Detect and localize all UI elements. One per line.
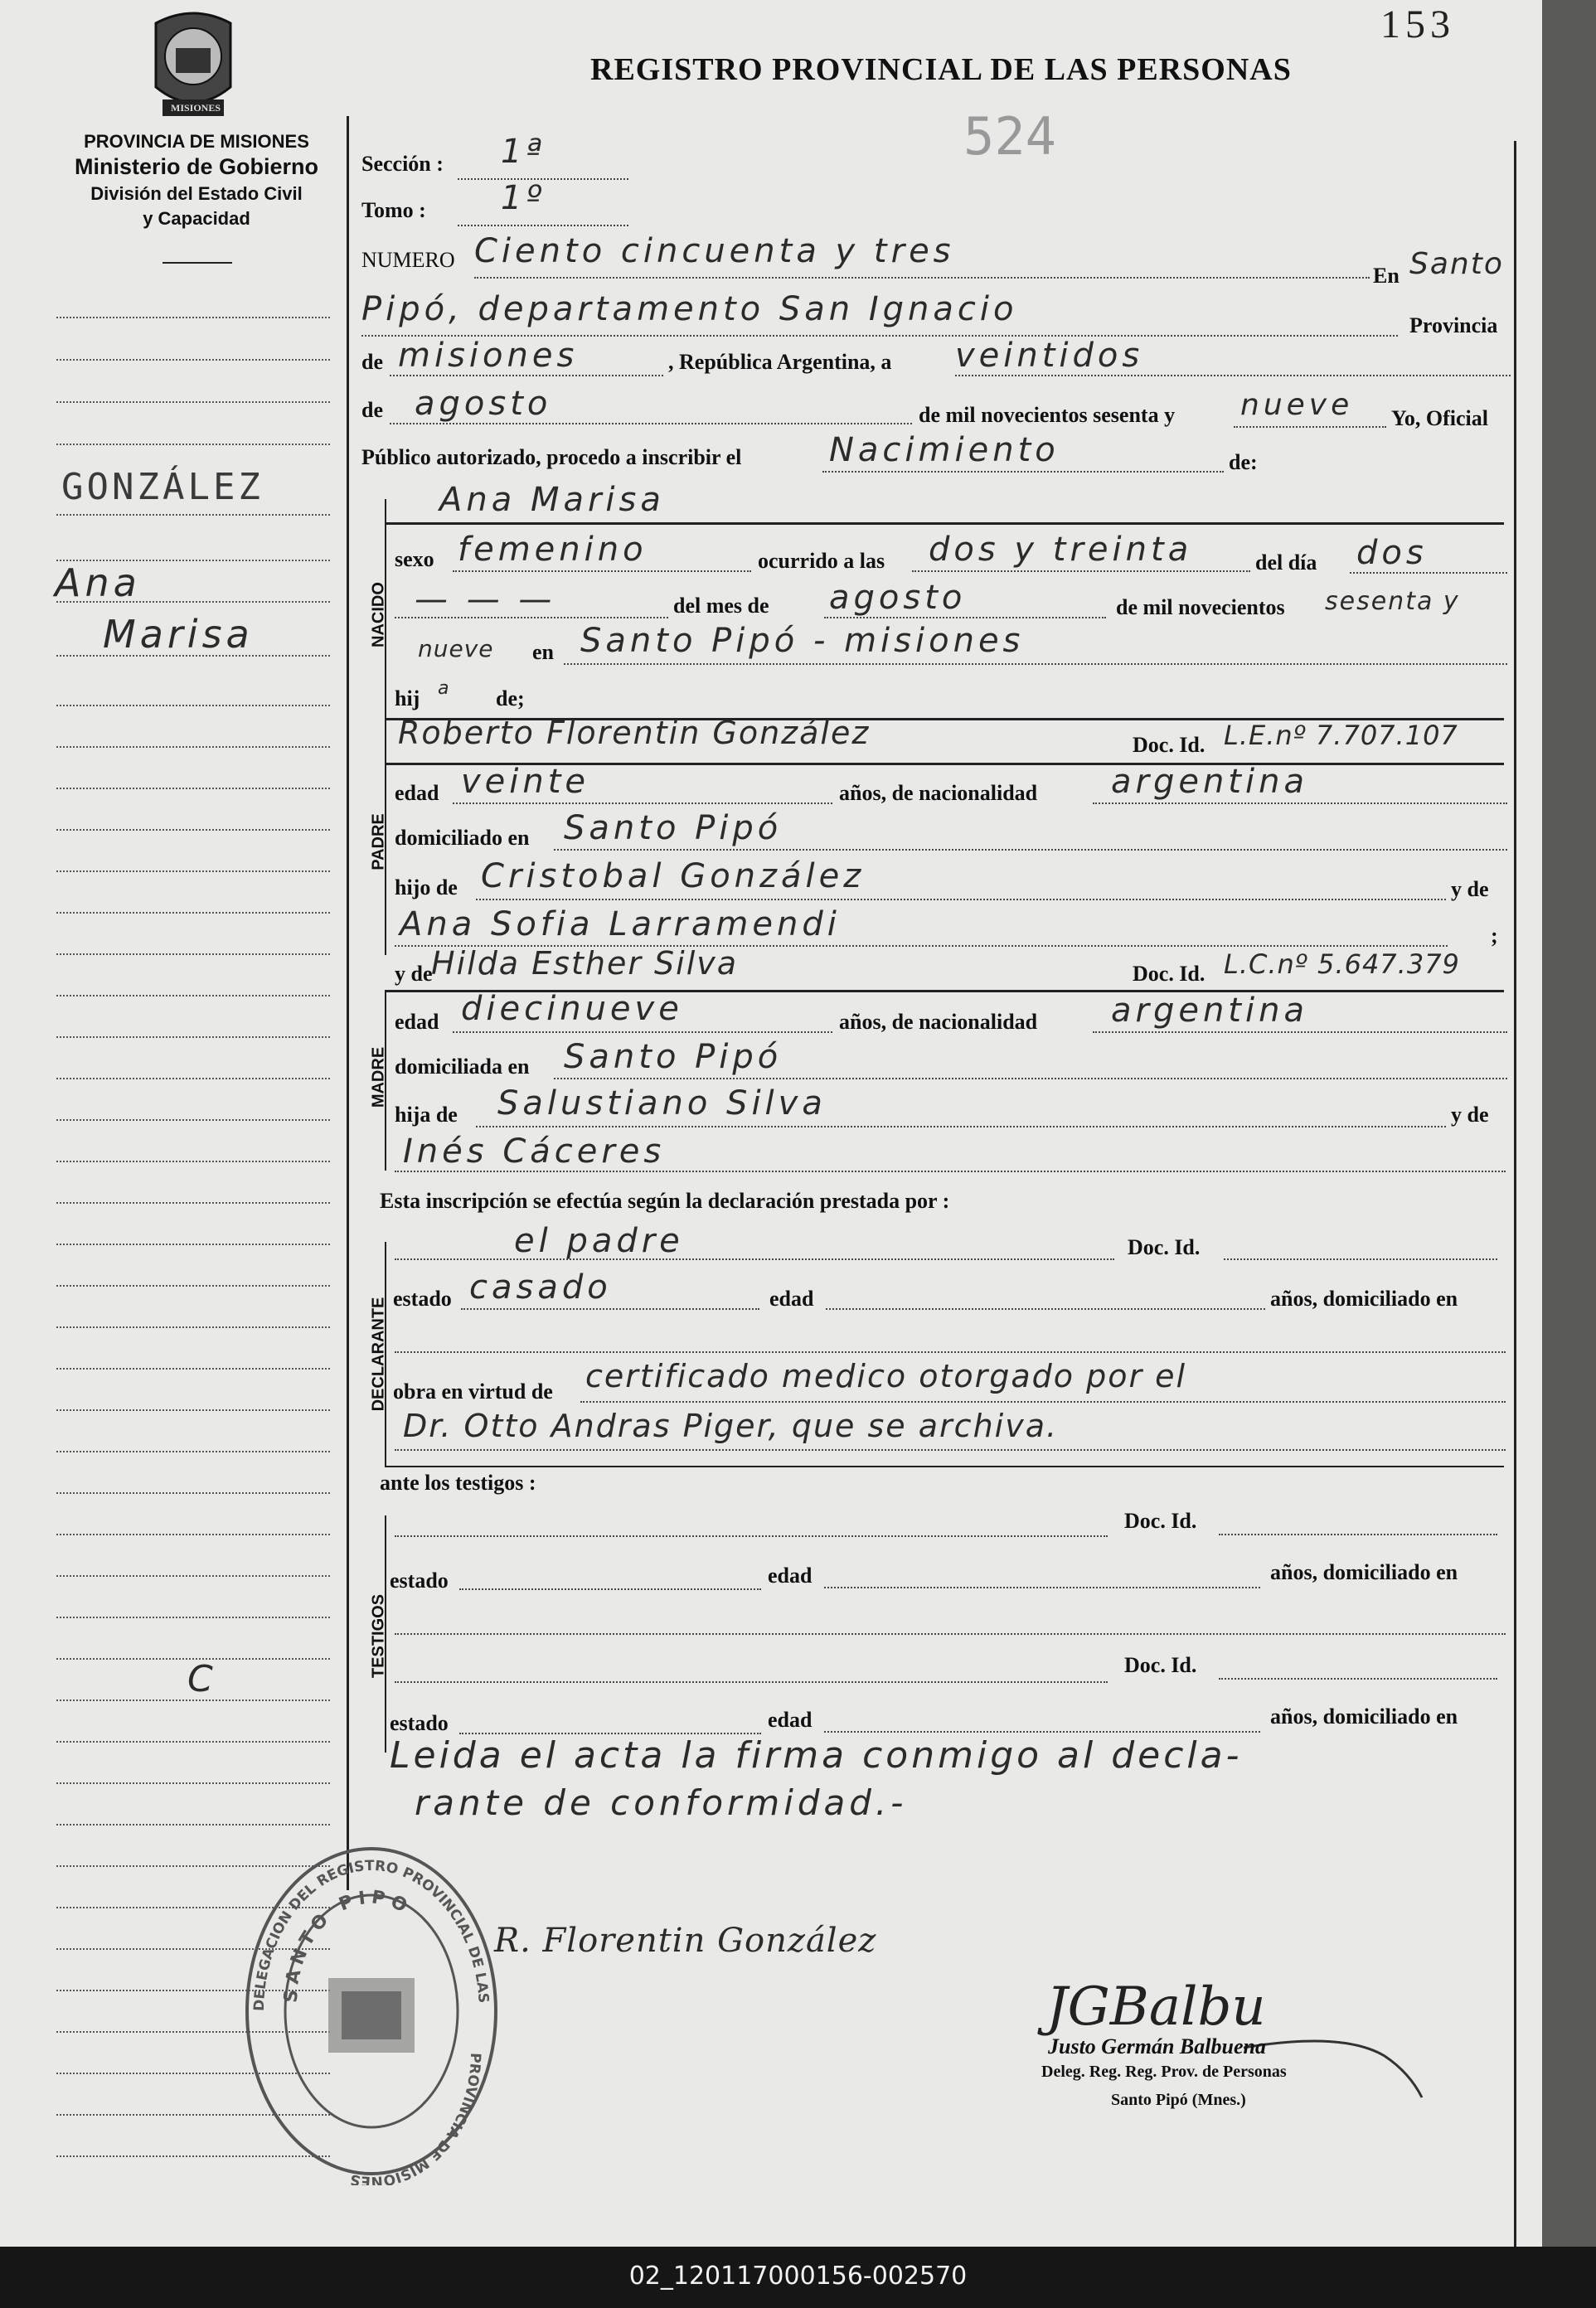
testigo2-doc-label: Doc. Id. xyxy=(1124,1653,1197,1677)
padre-section-label: PADRE xyxy=(369,813,388,870)
madre-nac-line xyxy=(1093,1031,1507,1033)
hij-label: hij xyxy=(395,686,420,710)
mes-nac-line xyxy=(824,617,1106,618)
hora-line xyxy=(912,570,1250,572)
mil-novecientos-label-2: de mil novecientos xyxy=(1116,595,1285,619)
lugar-nac-line xyxy=(564,663,1507,665)
sexo-line xyxy=(453,570,751,572)
oficial-stamp-line-3: Santo Pipó (Mnes.) xyxy=(1111,2091,1246,2109)
oficial-signature: JGBalbu xyxy=(1046,1976,1266,2038)
testigo2-anos-label: años, domiciliado en xyxy=(1270,1704,1458,1729)
mil-novecientos-label: de mil novecientos sesenta y xyxy=(919,403,1176,427)
ministry-line: Ministerio de Gobierno xyxy=(74,154,319,179)
en-label-2: en xyxy=(532,640,554,664)
padre-padre-value: Cristobal González xyxy=(481,857,866,895)
division-line: División del Estado Civil xyxy=(90,183,303,204)
testigo1-edad-label: edad xyxy=(768,1564,813,1588)
acto-line xyxy=(822,471,1224,473)
yo-oficial-label: Yo, Oficial xyxy=(1391,406,1488,430)
margin-surname: GONZÁLEZ xyxy=(61,466,264,508)
nacido-section-label: NACIDO xyxy=(369,582,388,647)
declarante-estado-value: casado xyxy=(469,1268,612,1307)
testigo1-doc-line xyxy=(1219,1534,1497,1535)
numero-line xyxy=(474,277,1370,279)
nombre-rule xyxy=(385,522,1504,525)
seccion-label: Sección : xyxy=(361,152,444,176)
padre-semicolon: ; xyxy=(1491,924,1498,948)
declarante-dom-line xyxy=(395,1351,1506,1353)
file-footer: 02_120117000156-002570 xyxy=(0,2247,1596,2308)
header-divider xyxy=(163,262,232,264)
obra-label: obra en virtud de xyxy=(393,1379,553,1404)
del-dia-label: del día xyxy=(1255,550,1317,575)
madre-yde-label-2: y de xyxy=(1451,1103,1489,1127)
madre-nac-value: argentina xyxy=(1111,992,1308,1030)
mes-line xyxy=(390,423,912,424)
padre-edad-line xyxy=(453,802,832,804)
provincia-line xyxy=(390,375,663,376)
oficial-stamp-line-1: Justo Germán Balbuena xyxy=(1048,2034,1266,2058)
province-line: PROVINCIA DE MISIONES xyxy=(84,131,309,152)
testigo2-edad-line xyxy=(824,1731,1260,1733)
tomo-label: Tomo : xyxy=(361,198,426,222)
declarante-value: el padre xyxy=(514,1222,684,1260)
madre-section-label: MADRE xyxy=(369,1046,388,1108)
padre-padre-line xyxy=(476,899,1446,900)
guiones-value: — — — xyxy=(415,580,556,618)
padre-edad-label: edad xyxy=(395,781,439,805)
round-stamp xyxy=(230,1837,512,2185)
publico-label: Público autorizado, procedo a inscribir el xyxy=(361,445,742,469)
testigos-section-label: TESTIGOS xyxy=(369,1593,388,1679)
sexo-label: sexo xyxy=(395,547,434,571)
testigo2-estado-label: estado xyxy=(390,1711,449,1735)
provincia-value: misiones xyxy=(398,337,579,375)
declarante-line xyxy=(395,1258,1114,1260)
dia-line xyxy=(955,375,1511,376)
padre-doc-label: Doc. Id. xyxy=(1133,733,1205,757)
declarante-doc-label: Doc. Id. xyxy=(1128,1235,1201,1259)
oficial-stamp-line-2: Deleg. Reg. Reg. Prov. de Personas xyxy=(1041,2063,1287,2081)
stamp-outer-text: DELEGACION DEL REGISTRO PROVINCIAL DE LAS xyxy=(250,1857,492,2012)
testigo1-estado-label: estado xyxy=(390,1569,449,1593)
en-label: En xyxy=(1373,264,1400,288)
declarante-edad-label: edad xyxy=(769,1287,814,1311)
capacity-line: y Capacidad xyxy=(143,208,250,229)
provincia-label: Provincia xyxy=(1409,313,1498,337)
madre-edad-label: edad xyxy=(395,1010,439,1034)
anio-value: nueve xyxy=(1240,388,1354,422)
testigo1-estado-line xyxy=(459,1588,761,1590)
seal-label: MISIONES xyxy=(171,102,221,114)
declaracion-label: Esta inscripción se efectúa según la declaración prestada por : xyxy=(380,1189,950,1213)
testigo1-edad-line xyxy=(824,1587,1260,1588)
declarante-estado-line xyxy=(461,1308,759,1310)
madre-doc-label: Doc. Id. xyxy=(1133,962,1205,986)
numero-label: NUMERO xyxy=(361,248,455,272)
tomo-line xyxy=(458,225,628,226)
lugar-nac-value: Santo Pipó - misiones xyxy=(580,622,1025,660)
madre-padre-line xyxy=(476,1126,1446,1127)
padre-dom-label: domiciliado en xyxy=(395,826,530,850)
ante-testigos-label: ante los testigos : xyxy=(380,1471,536,1495)
testigo1-anos-label: años, domiciliado en xyxy=(1270,1560,1458,1584)
padre-nombre-value: Roberto Florentin González xyxy=(398,715,871,751)
hij-suffix: a xyxy=(438,678,454,699)
declarante-estado-label: estado xyxy=(393,1287,452,1311)
madre-dom-line xyxy=(554,1078,1507,1079)
form-right-border xyxy=(1514,141,1516,2247)
svg-text:PROVINCIA DE MISIONES xyxy=(349,2053,483,2185)
dia-value: veintidos xyxy=(955,337,1144,375)
padre-hijo-label: hijo de xyxy=(395,875,458,899)
book-spine xyxy=(1542,0,1596,2247)
page-number: 153 xyxy=(1380,2,1455,46)
testigo2-edad-label: edad xyxy=(768,1708,813,1732)
de-colon-label: de: xyxy=(1229,450,1258,474)
obra-value-2: Dr. Otto Andras Piger, que se archiva. xyxy=(403,1408,1059,1444)
declarante-anos-label: años, domiciliado en xyxy=(1270,1287,1458,1311)
declarante-bottom-rule xyxy=(385,1466,1504,1467)
numero-value: Ciento cincuenta y tres xyxy=(474,232,955,270)
testigo2-line xyxy=(395,1681,1108,1683)
madre-anos-label: años, de nacionalidad xyxy=(839,1010,1038,1034)
lugar-value: Pipó, departamento San Ignacio xyxy=(361,290,1018,328)
en-value: Santo xyxy=(1409,247,1504,281)
dia-nac-line xyxy=(1350,572,1507,574)
mes-nac-value: agosto xyxy=(829,579,967,617)
padre-nac-line xyxy=(1093,802,1507,804)
ocurrido-label: ocurrido a las xyxy=(758,549,885,573)
madre-hija-label: hija de xyxy=(395,1103,458,1127)
padre-doc-value: L.E.nº 7.707.107 xyxy=(1224,720,1458,751)
padre-nac-value: argentina xyxy=(1111,763,1308,801)
hora-value: dos y treinta xyxy=(929,531,1193,569)
declarante-section-label: DECLARANTE xyxy=(369,1297,388,1412)
madre-nombre-value: Hilda Esther Silva xyxy=(431,945,739,982)
madre-yde-label: y de xyxy=(395,962,433,986)
de-label-1: de xyxy=(361,350,383,374)
anio-line xyxy=(1234,426,1386,428)
testigo2-doc-line xyxy=(1219,1678,1497,1680)
del-mes-label: del mes de xyxy=(673,594,769,618)
sexo-value: femenino xyxy=(458,531,648,569)
padre-dom-value: Santo Pipó xyxy=(564,809,783,847)
testigo1-doc-label: Doc. Id. xyxy=(1124,1509,1197,1533)
padre-madre-value: Ana Sofia Larramendi xyxy=(400,905,841,943)
form-left-border xyxy=(347,116,349,1890)
margin-given-name-2: Marisa xyxy=(103,612,254,657)
obra-value-1: certificado medico otorgado por el xyxy=(585,1358,1187,1394)
obra-line-1 xyxy=(580,1401,1506,1403)
declarante-signature: R. Florentin González xyxy=(494,1922,877,1960)
margin-given-name-1: Ana xyxy=(55,560,141,605)
madre-dom-value: Santo Pipó xyxy=(564,1038,783,1076)
stamp-inner-text: SANTO PIPO xyxy=(280,1887,415,2004)
tomo-value: 1º xyxy=(501,179,546,217)
madre-doc-value: L.C.nº 5.647.379 xyxy=(1224,948,1460,980)
republica-label: , República Argentina, a xyxy=(668,350,892,374)
header-left-block xyxy=(51,131,342,230)
madre-madre-line xyxy=(395,1171,1506,1172)
madre-dom-label: domiciliada en xyxy=(395,1055,530,1079)
madre-edad-line xyxy=(453,1031,832,1033)
testigo1-dom-line xyxy=(395,1633,1506,1635)
de-semi-label: de; xyxy=(496,686,525,710)
padre-edad-value: veinte xyxy=(461,763,590,801)
padre-dom-line xyxy=(554,849,1507,851)
anio-nac-value-1: sesenta y xyxy=(1325,587,1460,616)
registry-title: REGISTRO PROVINCIAL DE LAS PERSONAS xyxy=(590,52,1292,87)
seccion-value: 1ª xyxy=(501,133,546,171)
obra-line-2 xyxy=(395,1449,1506,1451)
padre-anos-label: años, de nacionalidad xyxy=(839,781,1038,805)
acto-value: Nacimiento xyxy=(829,431,1060,469)
cierre-line-1: Leida el acta la firma conmigo al decla- xyxy=(390,1734,1243,1777)
madre-edad-value: diecinueve xyxy=(461,990,683,1028)
margin-mark: C xyxy=(187,1658,217,1700)
declarante-doc-line xyxy=(1224,1258,1497,1260)
de-label-2: de xyxy=(361,398,383,422)
testigo1-line xyxy=(395,1535,1108,1537)
madre-padre-value: Salustiano Silva xyxy=(497,1084,827,1122)
stamp-bottom-text: PROVINCIA DE MISIONES xyxy=(348,2052,484,2185)
declarante-edad-line xyxy=(826,1308,1265,1310)
madre-madre-value: Inés Cáceres xyxy=(403,1132,666,1171)
provincial-seal xyxy=(139,8,247,123)
cierre-line-2: rante de conformidad.- xyxy=(415,1782,908,1823)
anio-nac-value-2: nueve xyxy=(418,635,494,662)
mes-value: agosto xyxy=(415,385,552,423)
nombre-value: Ana Marisa xyxy=(439,481,665,519)
stamped-number: 524 xyxy=(963,106,1056,167)
padre-yde-label: y de xyxy=(1451,877,1489,901)
dia-nac-value: dos xyxy=(1356,534,1428,572)
